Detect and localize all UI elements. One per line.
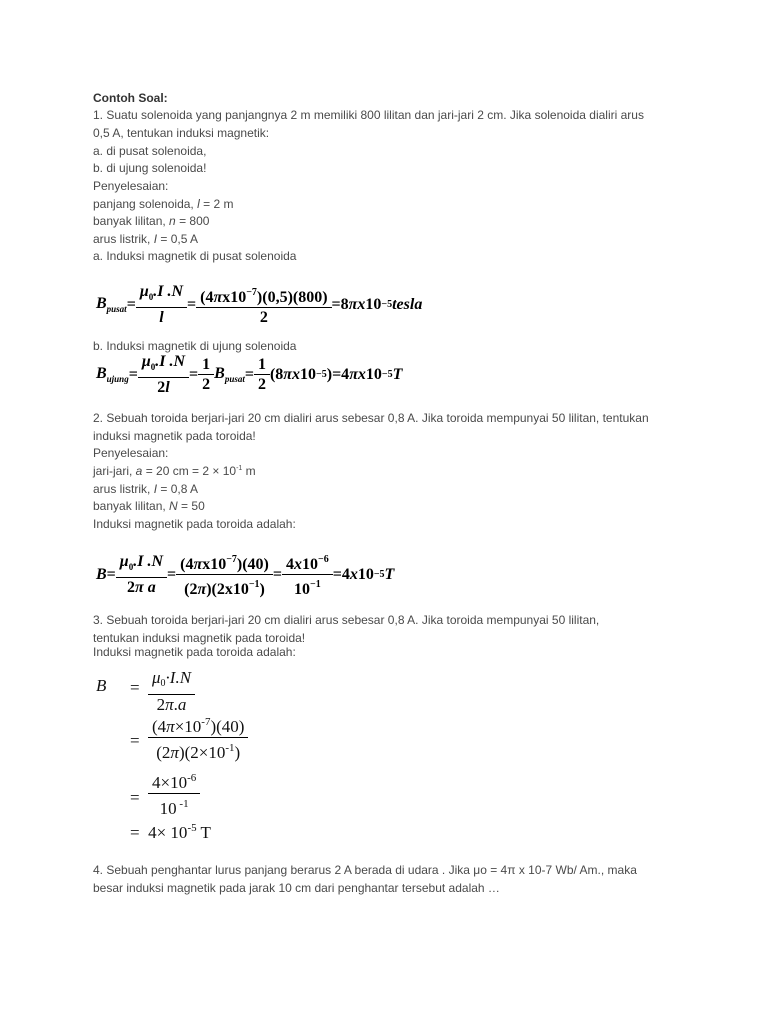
part-a-heading: a. Induksi magnetik di pusat solenoida	[93, 249, 297, 263]
stacked-eq-equals-2: =	[130, 731, 140, 750]
stacked-eq-line-4: = $4\times 10^{-5}$ T	[130, 822, 211, 842]
solution-label: Penyelesaian:	[93, 179, 169, 193]
problem-4-text: 4. Sebuah penghantar lurus panjang berarus 2 A berada di udara . Jika μo = 4π x 10-7 Wb/ Am., maka	[93, 863, 637, 877]
problem-3-text-cont: tentukan induksi magnetik pada toroida!	[93, 631, 306, 645]
problem-1-part-a: a. di pusat solenoida,	[93, 144, 207, 158]
problem-2-text-cont: induksi magnetik pada toroida!	[93, 429, 256, 443]
problem-1-part-b: b. di ujung solenoida!	[93, 161, 207, 175]
page-heading: Contoh Soal:	[93, 91, 168, 105]
problem-3-text: 3. Sebuah toroida berjari-jari 20 cm dialiri arus sebesar 0,8 A. Jika toroida mempunyai 50 lilitan,	[93, 613, 600, 627]
problem-1-text: 1. Suatu solenoida yang panjangnya 2 m memiliki 800 lilitan dan jari-jari 2 cm. Jika solenoida dialiri arus	[93, 108, 644, 122]
stacked-eq-symbol: B	[96, 676, 107, 695]
result-heading-2: Induksi magnetik pada toroida adalah:	[93, 517, 296, 531]
result-heading-3: Induksi magnetik pada toroida adalah:	[93, 645, 296, 659]
given-length: panjang solenoida, l = 2 m	[93, 197, 234, 211]
stacked-eq-line-2: $\frac{(4\pi\times 10^{-7})(40)}{(2\pi)(2\times 10^{-1})}$	[148, 712, 248, 763]
given-current-2: arus listrik, I = 0,8 A	[93, 482, 199, 496]
given-turns: banyak lilitan, n = 800	[93, 214, 210, 228]
equation-end-field: $B_{ujung}$ = $\frac{\mu_0.I .N}{2l}$ = $\frac{1}{2}$ $B_{pusat}$ = $\frac{1}{2}$ (8 π x 10 −5 )=4 π x 10 −5 T	[96, 353, 403, 396]
solution-label-2: Penyelesaian:	[93, 446, 169, 460]
stacked-eq-line-3: $\frac{4\times 10^{-6}}{10 ^{-1}}$	[148, 768, 200, 819]
given-turns-2: banyak lilitan, N = 50	[93, 499, 205, 513]
equation-center-field: $B_{pusat}$ = $\frac{\mu_0.I .N}{l}$ = $\frac{(4\pi x10^{-7})(0,5)(800)}{2}$ =8 π x 10 −5 tesla	[96, 283, 423, 326]
stacked-eq-equals-3: =	[130, 788, 140, 807]
stacked-eq-line-1: $\frac{\mu 0\cdot I.N}{2\pi.a}$	[148, 668, 195, 715]
problem-1-text-cont: 0,5 A, tentukan induksi magnetik:	[93, 126, 270, 140]
problem-4-text-cont: besar induksi magnetik pada jarak 10 cm dari penghantar tersebut adalah …	[93, 881, 500, 895]
given-radius: jari-jari, a = 20 cm = $2 \times 10^{-1}$ m	[93, 464, 256, 478]
given-current: arus listrik, I = 0,5 A	[93, 232, 199, 246]
part-b-heading: b. Induksi magnetik di ujung solenoida	[93, 339, 297, 353]
problem-2-text: 2. Sebuah toroida berjari-jari 20 cm dialiri arus sebesar 0,8 A. Jika toroida mempunyai 50 lilitan, tentukan	[93, 411, 649, 425]
equation-toroid-field: B = $\frac{\mu_0.I .N}{\text{2π a}}$ = $\frac{(4\pi x10^{-7})(40)}{(2\pi)(2x10^{-1})}$ = $\frac{4x10^{-6}}{10^{-1}}$ =4 x 10 −5 T	[96, 553, 395, 598]
stacked-eq-equals-1: =	[130, 678, 140, 697]
